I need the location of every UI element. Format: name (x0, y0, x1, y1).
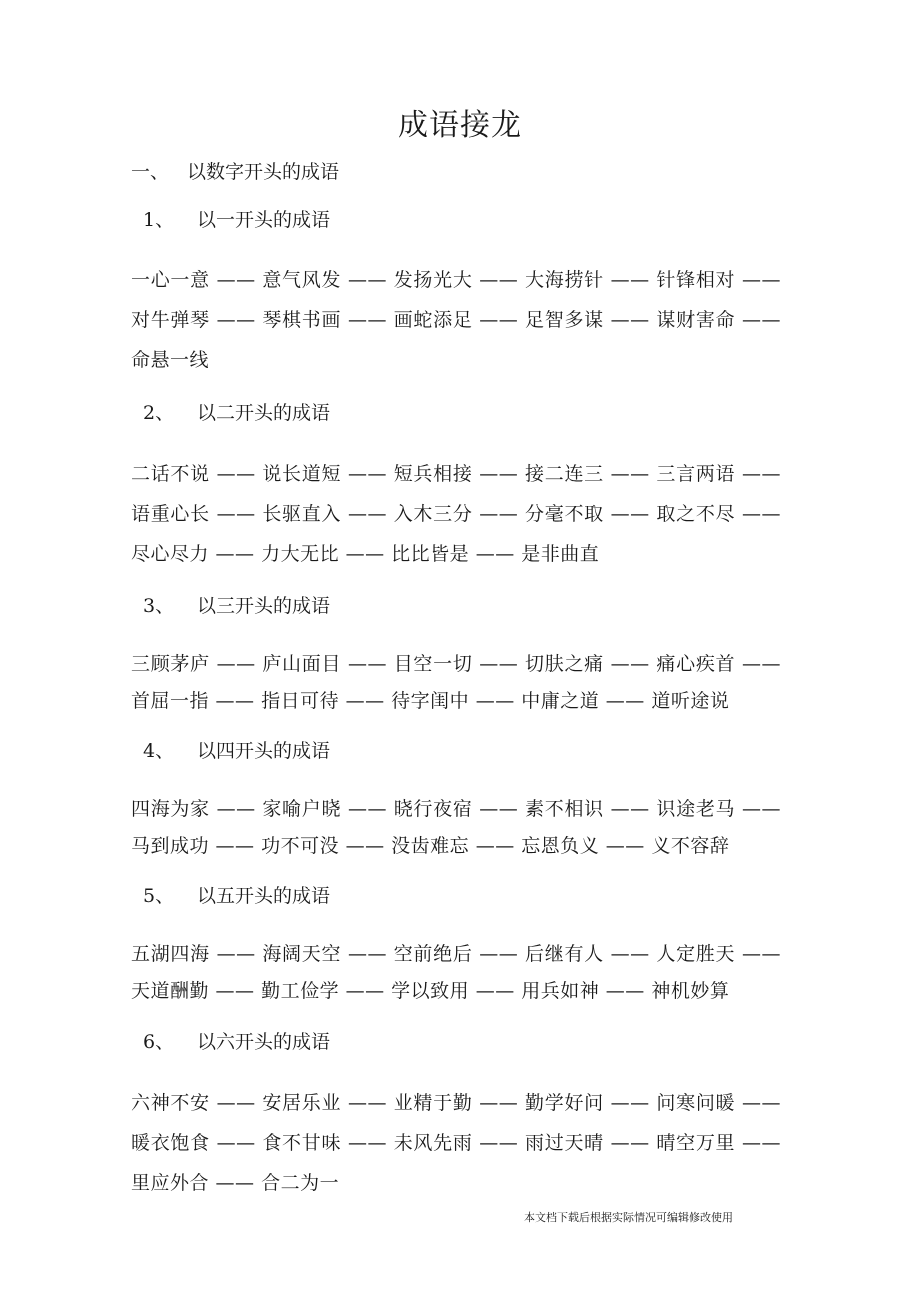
group-number: 3、 (143, 595, 175, 617)
idiom-chain-5: 五湖四海 —— 海阔天空 —— 空前绝后 —— 后继有人 —— 人定胜天 —— 天道酬勤 —— 勤工俭学 —— 学以致用 —— 用兵如神 —— 神机妙算 (131, 943, 781, 1002)
group-heading-4 (143, 737, 330, 765)
group-heading-5 (143, 882, 330, 910)
group-title: 以一开头的成语 (197, 209, 331, 231)
group-title: 以三开头的成语 (197, 595, 331, 617)
idiom-chain-2: 二话不说 —— 说长道短 —— 短兵相接 —— 接二连三 —— 三言两语 —— 语重心长 —— 长驱直入 —— 入木三分 —— 分毫不取 —— 取之不尽 —— 尽心尽力 —— 力大无比 —— 比比皆是 —— 是非曲直 (131, 463, 781, 565)
group-title: 以四开头的成语 (197, 740, 331, 762)
section-number: 一、 (131, 161, 170, 183)
group-title: 以二开头的成语 (197, 402, 331, 424)
page-title: 成语接龙 (398, 108, 522, 143)
group-number: 2、 (143, 402, 175, 424)
group-number: 1、 (143, 209, 175, 231)
group-heading-3 (143, 592, 330, 620)
group-number: 5、 (143, 885, 175, 907)
idiom-chain-4: 四海为家 —— 家喻户晓 —— 晓行夜宿 —— 素不相识 —— 识途老马 —— 马到成功 —— 功不可没 —— 没齿难忘 —— 忘恩负义 —— 义不容辞 (131, 798, 781, 857)
group-heading-2 (143, 399, 330, 427)
footer-note: 本文档下载后根据实际情况可编辑修改使用 (524, 1211, 733, 1224)
group-title: 以五开头的成语 (197, 885, 331, 907)
group-title: 以六开头的成语 (197, 1031, 331, 1053)
group-heading-6 (143, 1028, 330, 1056)
idiom-chain-3: 三顾茅庐 —— 庐山面目 —— 目空一切 —— 切肤之痛 —— 痛心疾首 —— 首屈一指 —— 指日可待 —— 待字闺中 —— 中庸之道 —— 道听途说 (131, 653, 781, 712)
group-heading-1 (143, 206, 330, 234)
section-title: 以数字开头的成语 (187, 161, 340, 183)
idiom-chain-6: 六神不安 —— 安居乐业 —— 业精于勤 —— 勤学好问 —— 问寒问暖 —— 暖衣饱食 —— 食不甘味 —— 未风先雨 —— 雨过天晴 —— 晴空万里 —— 里应外合 —— 合二为一 (131, 1092, 781, 1194)
section-heading (131, 158, 339, 186)
group-number: 4、 (143, 740, 175, 762)
group-number: 6、 (143, 1031, 175, 1053)
idiom-chain-1: 一心一意 —— 意气风发 —— 发扬光大 —— 大海捞针 —— 针锋相对 —— 对牛弹琴 —— 琴棋书画 —— 画蛇添足 —— 足智多谋 —— 谋财害命 —— 命悬一线 (131, 269, 781, 371)
